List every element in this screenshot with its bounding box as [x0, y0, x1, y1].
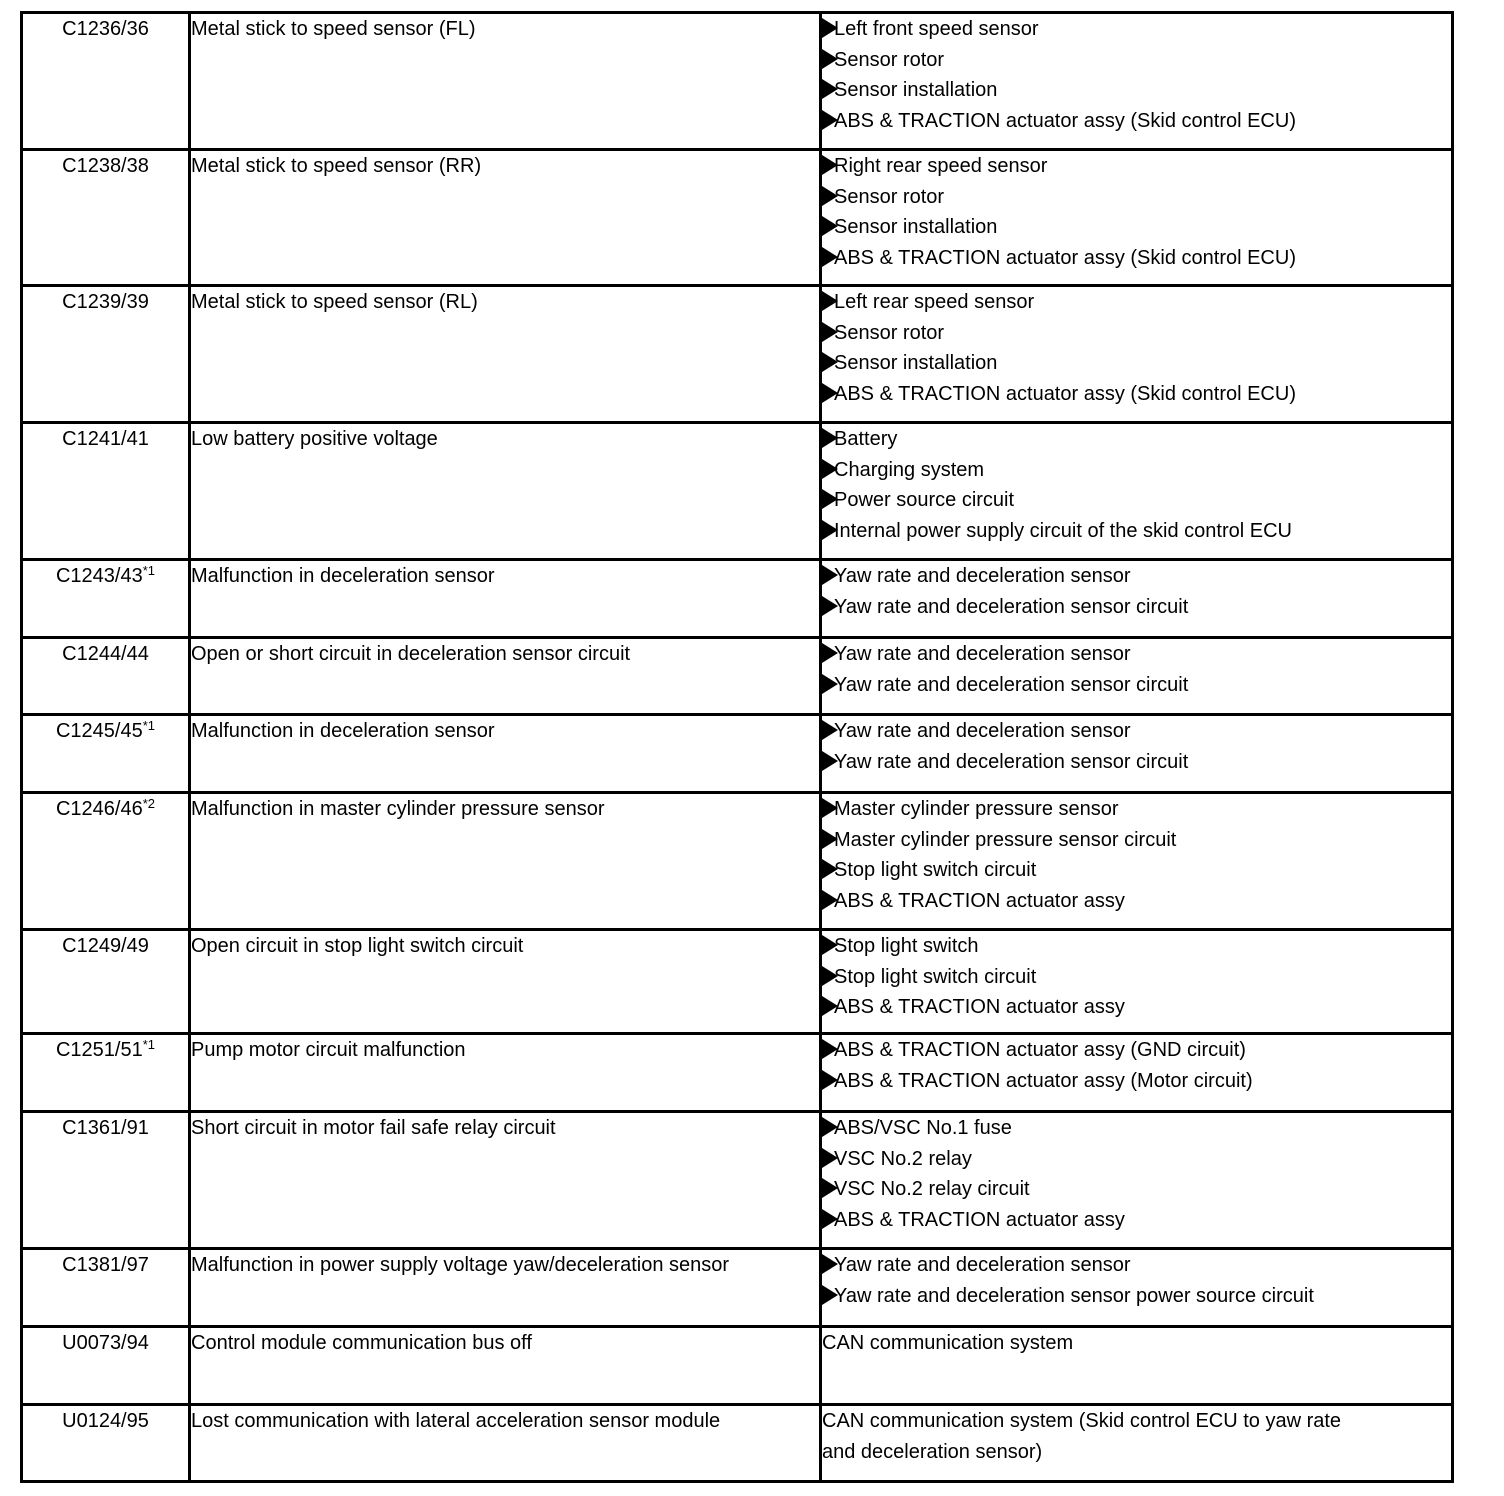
detection-item: Pump motor circuit malfunction	[191, 1039, 466, 1061]
trouble-area-text: Yaw rate and deceleration sensor	[834, 1254, 1131, 1276]
trouble-area-item	[822, 886, 1451, 917]
dtc-row	[22, 1405, 1453, 1482]
detection-item-cell	[190, 423, 821, 560]
dtc-code-cell	[22, 423, 190, 560]
dtc-row	[22, 13, 1453, 150]
trouble-area-text: ABS & TRACTION actuator assy (GND circuit)	[834, 1039, 1246, 1061]
trouble-area-item	[822, 106, 1451, 137]
trouble-area-text: CAN communication system (Skid control ECU to yaw rate	[822, 1410, 1342, 1432]
trouble-area-text: ABS & TRACTION actuator assy (Skid control ECU)	[834, 246, 1296, 269]
dtc-row	[22, 150, 1453, 286]
trouble-area-cell	[821, 638, 1453, 715]
trouble-area-text: Left rear speed sensor	[834, 291, 1035, 313]
trouble-area-item	[822, 379, 1451, 410]
trouble-area-item	[822, 825, 1451, 856]
trouble-area-text: ABS & TRACTION actuator assy (Skid control ECU)	[834, 382, 1296, 405]
trouble-area-item	[822, 561, 1451, 592]
dtc-row	[22, 1249, 1453, 1327]
trouble-area-item	[822, 1174, 1451, 1205]
trouble-area-item	[822, 485, 1451, 516]
detection-item-cell	[190, 560, 821, 638]
trouble-area-cell	[821, 1327, 1453, 1405]
detection-item: Metal stick to speed sensor (FL)	[191, 18, 476, 40]
trouble-area-item	[822, 716, 1451, 747]
dtc-code-cell	[22, 560, 190, 638]
trouble-area-item	[822, 931, 1451, 962]
detection-item: Control module communication bus off	[191, 1332, 532, 1354]
trouble-area-cell	[821, 150, 1453, 286]
trouble-area-item	[822, 1066, 1451, 1097]
trouble-area-text: ABS & TRACTION actuator assy (Skid control ECU)	[834, 109, 1296, 132]
dtc-code-cell	[22, 13, 190, 150]
dtc-row	[22, 1034, 1453, 1112]
trouble-area-text: Internal power supply circuit of the skid control ECU	[834, 519, 1292, 542]
trouble-area-text: Stop light switch circuit	[834, 965, 1037, 988]
dtc-code-cell	[22, 1405, 190, 1482]
trouble-area-item	[822, 855, 1451, 886]
trouble-area-text: Sensor installation	[834, 216, 998, 238]
dtc-table	[20, 11, 1454, 1483]
trouble-area-item	[822, 212, 1451, 243]
trouble-area-item	[822, 182, 1451, 213]
trouble-area-cell	[821, 423, 1453, 560]
trouble-area-text: Yaw rate and deceleration sensor circuit	[834, 673, 1189, 696]
dtc-code: C1236/36	[62, 18, 149, 40]
detection-item-cell	[190, 715, 821, 793]
trouble-area-cell	[821, 1112, 1453, 1249]
trouble-area-text: Yaw rate and deceleration sensor	[834, 565, 1131, 587]
trouble-area-text: Yaw rate and deceleration sensor	[834, 720, 1131, 742]
dtc-code: U0073/94	[62, 1332, 149, 1354]
detection-item-cell	[190, 1034, 821, 1112]
dtc-code: C1245/45	[55, 720, 143, 742]
dtc-row	[22, 715, 1453, 793]
detection-item: Malfunction in deceleration sensor	[191, 565, 495, 587]
trouble-area-text: ABS & TRACTION actuator assy (Motor circuit)	[834, 1069, 1253, 1092]
trouble-area-item	[822, 318, 1451, 349]
trouble-area-text: Charging system	[834, 458, 985, 481]
trouble-area-text: Sensor rotor	[834, 321, 945, 344]
detection-item: Malfunction in deceleration sensor	[191, 720, 495, 742]
trouble-area-item	[822, 1144, 1451, 1175]
dtc-code: C1361/91	[62, 1117, 149, 1139]
trouble-area-text: VSC No.2 relay	[834, 1147, 972, 1170]
trouble-area-cell	[821, 715, 1453, 793]
trouble-area-text: Yaw rate and deceleration sensor	[834, 643, 1131, 665]
dtc-code-cell	[22, 1112, 190, 1249]
dtc-row	[22, 560, 1453, 638]
dtc-code-cell	[22, 150, 190, 286]
trouble-area-text: ABS & TRACTION actuator assy	[834, 889, 1125, 912]
trouble-area-text: ABS/VSC No.1 fuse	[834, 1117, 1012, 1139]
trouble-area-item	[822, 75, 1451, 106]
detection-item-cell	[190, 1327, 821, 1405]
trouble-area-item	[822, 962, 1451, 993]
trouble-area-item	[822, 992, 1451, 1023]
trouble-area-text: CAN communication system	[822, 1332, 1074, 1354]
trouble-area-text: and deceleration sensor)	[822, 1440, 1043, 1463]
detection-item: Short circuit in motor fail safe relay circuit	[191, 1117, 556, 1139]
dtc-code: C1243/43	[55, 565, 143, 587]
trouble-area-item	[822, 1281, 1451, 1312]
trouble-area-text: Sensor rotor	[834, 185, 945, 208]
trouble-area-text: Yaw rate and deceleration sensor circuit	[834, 750, 1189, 773]
dtc-code-cell	[22, 1327, 190, 1405]
detection-item-cell	[190, 1112, 821, 1249]
dtc-footnote-mark: *1	[142, 718, 156, 733]
detection-item: Malfunction in master cylinder pressure sensor	[191, 798, 605, 820]
trouble-area-cell	[821, 793, 1453, 930]
detection-item-cell	[190, 793, 821, 930]
trouble-area-cell	[821, 286, 1453, 423]
dtc-code: C1238/38	[62, 155, 149, 177]
trouble-area-item	[822, 243, 1451, 274]
trouble-area-item	[822, 1250, 1451, 1281]
trouble-area-item	[822, 516, 1451, 547]
trouble-area-text: Stop light switch circuit	[834, 859, 1037, 881]
dtc-footnote-mark: *1	[142, 1037, 156, 1052]
dtc-code-cell	[22, 1034, 190, 1112]
trouble-area-text: Sensor installation	[834, 352, 998, 374]
dtc-code: C1246/46	[55, 798, 143, 820]
dtc-footnote-mark: *1	[142, 563, 156, 578]
dtc-row	[22, 1112, 1453, 1249]
trouble-area-text: Power source circuit	[834, 489, 1015, 511]
trouble-area-item	[822, 794, 1451, 825]
trouble-area-item	[822, 592, 1451, 623]
detection-item-cell	[190, 1405, 821, 1482]
trouble-area-cell	[821, 1034, 1453, 1112]
detection-item: Lost communication with lateral acceleration sensor module	[191, 1410, 721, 1432]
dtc-row	[22, 423, 1453, 560]
trouble-area-text: VSC No.2 relay circuit	[834, 1178, 1030, 1200]
trouble-area-item	[822, 348, 1451, 379]
dtc-code-cell	[22, 793, 190, 930]
dtc-row	[22, 1327, 1453, 1405]
dtc-code: C1241/41	[62, 428, 149, 450]
trouble-area-text: Yaw rate and deceleration sensor power source circuit	[834, 1284, 1314, 1307]
trouble-area-item	[822, 670, 1451, 701]
trouble-area-item	[822, 151, 1451, 182]
detection-item: Metal stick to speed sensor (RL)	[191, 291, 478, 313]
detection-item: Malfunction in power supply voltage yaw/deceleration sensor	[191, 1254, 730, 1276]
dtc-code: C1251/51	[55, 1039, 143, 1061]
trouble-area-item	[822, 455, 1451, 486]
detection-item: Metal stick to speed sensor (RR)	[191, 155, 482, 177]
detection-item-cell	[190, 638, 821, 715]
detection-item-cell	[190, 150, 821, 286]
dtc-code-cell	[22, 715, 190, 793]
detection-item-cell	[190, 930, 821, 1034]
dtc-code: C1244/44	[62, 643, 149, 665]
detection-item: Open circuit in stop light switch circuit	[191, 935, 524, 957]
dtc-code-cell	[22, 286, 190, 423]
trouble-area-item	[822, 639, 1451, 670]
dtc-row	[22, 930, 1453, 1034]
detection-item: Low battery positive voltage	[191, 428, 438, 450]
trouble-area-item	[822, 747, 1451, 778]
trouble-area-text: Sensor rotor	[834, 48, 945, 71]
trouble-area-item	[822, 14, 1451, 45]
trouble-area-item	[822, 424, 1451, 455]
dtc-code-cell	[22, 638, 190, 715]
trouble-area-text: Sensor installation	[834, 79, 998, 101]
dtc-code: C1249/49	[62, 935, 149, 957]
trouble-area-text: Right rear speed sensor	[834, 155, 1048, 177]
trouble-area-text: Master cylinder pressure sensor circuit	[834, 828, 1177, 851]
detection-item: Open or short circuit in deceleration sensor circuit	[191, 643, 631, 665]
dtc-code: C1381/97	[62, 1254, 149, 1276]
detection-item-cell	[190, 286, 821, 423]
trouble-area-item	[822, 1205, 1451, 1236]
dtc-code-cell	[22, 930, 190, 1034]
trouble-area-text: Master cylinder pressure sensor	[834, 798, 1119, 820]
dtc-code: U0124/95	[62, 1410, 149, 1432]
detection-item-cell	[190, 1249, 821, 1327]
dtc-code: C1239/39	[62, 291, 149, 313]
trouble-area-cell	[821, 1405, 1453, 1482]
trouble-area-text: Battery	[834, 428, 898, 450]
trouble-area-text: Yaw rate and deceleration sensor circuit	[834, 595, 1189, 618]
trouble-area-item	[822, 1113, 1451, 1144]
trouble-area-item	[822, 1035, 1451, 1066]
trouble-area-cell	[821, 930, 1453, 1034]
trouble-area-item	[822, 45, 1451, 76]
dtc-table-body	[22, 13, 1453, 1482]
trouble-area-text: Left front speed sensor	[834, 18, 1039, 40]
trouble-area-text: ABS & TRACTION actuator assy	[834, 996, 1125, 1018]
trouble-area-cell	[821, 1249, 1453, 1327]
trouble-area-text: ABS & TRACTION actuator assy	[834, 1208, 1125, 1231]
trouble-area-cell	[821, 560, 1453, 638]
trouble-area-text: Stop light switch	[834, 935, 979, 957]
dtc-row	[22, 638, 1453, 715]
detection-item-cell	[190, 13, 821, 150]
dtc-code-cell	[22, 1249, 190, 1327]
trouble-area-cell	[821, 13, 1453, 150]
dtc-row	[22, 286, 1453, 423]
trouble-area-item	[822, 287, 1451, 318]
dtc-row	[22, 793, 1453, 930]
dtc-footnote-mark: *2	[142, 796, 156, 811]
